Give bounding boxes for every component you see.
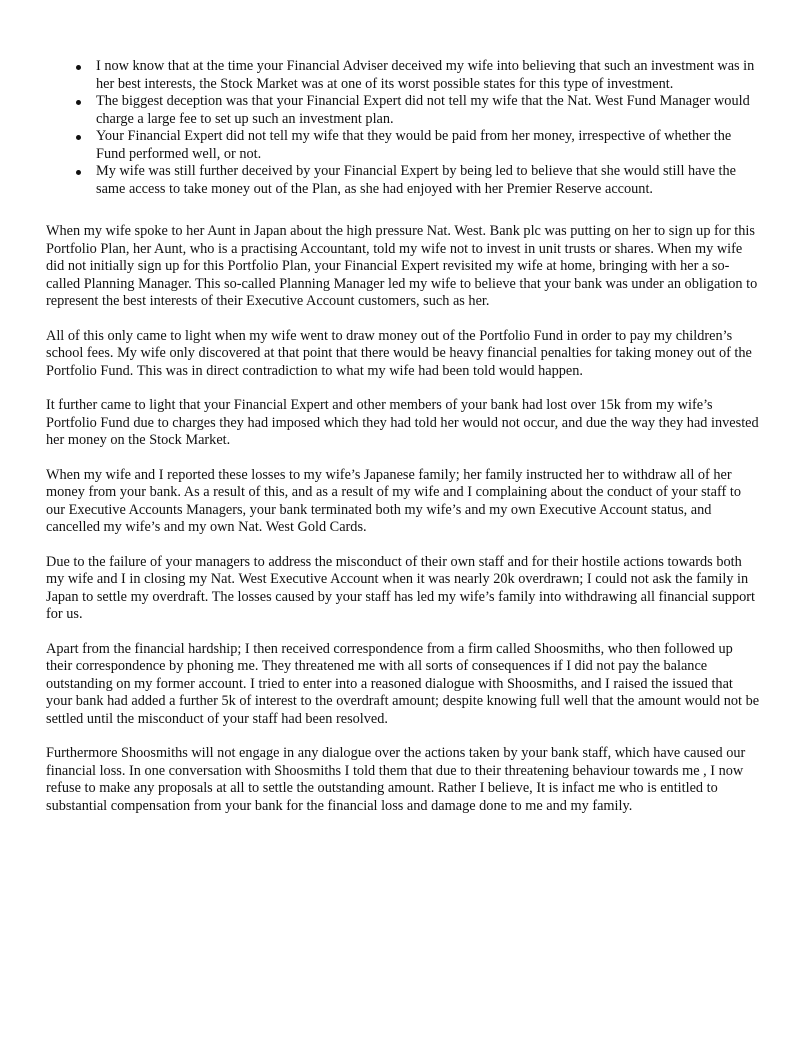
paragraph-account-termination: When my wife and I reported these losses to my wife’s Japanese family; her family instructed her to withdraw all of her money from your bank. As a result of this, and as a result of my wife and I complaining about the conduct of your staff to our Executive Accounts Managers, your bank terminated both my wife’s and my own Executive Account status, and cancelled my wife’s and my own Nat. West Gold Cards. xyxy=(46,466,741,535)
bullet-text: I now know that at the time your Financial Adviser deceived my wife into believing that such an investment was in her best interests, the Stock Market was at one of its worst possible states for this type of investment. xyxy=(96,58,755,92)
bullet-dot-icon xyxy=(76,135,81,140)
bullet-text: The biggest deception was that your Financial Expert did not tell my wife that the Nat. West Fund Manager would charge a large fee to set up such an investment plan. xyxy=(96,93,750,127)
bullet-dot-icon xyxy=(76,170,81,175)
paragraph-compensation-claim: Furthermore Shoosmiths will not engage in any dialogue over the actions taken by your bank staff, which have caused our financial loss. In one conversation with Shoosmiths I told them that due to their threatening behaviour towards me , I now refuse to make any proposals at all to settle the outstanding amount. Rather I believe, It is infact me who is entitled to substantial compensation from your bank for the financial loss and damage done to me and my family. xyxy=(46,745,746,814)
bullet-item xyxy=(46,128,760,163)
bullet-text: Your Financial Expert did not tell my wife that they would be paid from her money, irrespective of whether the Fund performed well, or not. xyxy=(96,128,732,162)
paragraph-aunt-advice: When my wife spoke to her Aunt in Japan about the high pressure Nat. West. Bank plc was putting on her to sign up for this Portfolio Plan, her Aunt, who is a practising Accountant, told my wife not to invest in unit trusts or shares. When my wife did not initially sign up for this Portfolio Plan, your Financial Expert revisited my wife at home, bringing with her a so-called Planning Manager. This so-called Planning Manager led my wife to believe that your bank was under an obligation to represent the best interests of their Executive Account customers, such as her. xyxy=(46,223,758,309)
paragraph-shoosmiths-correspondence: Apart from the financial hardship; I then received correspondence from a firm called Shoosmiths, who then followed up their correspondence by phoning me. They threatened me with all sorts of consequences if I did not pay the balance outstanding on my former account. I tried to enter into a reasoned dialogue with Shoosmiths, and I raised the issued that your bank had added a further 5k of interest to the overdraft amount; despite knowing full well that the amount would not be settled until the misconduct of your staff had been resolved. xyxy=(46,640,760,727)
bullet-dot-icon xyxy=(76,65,81,70)
bullet-list xyxy=(46,58,760,198)
paragraph-overdraft: Due to the failure of your managers to address the misconduct of their own staff and for their hostile actions towards both my wife and I in closing my Nat. West Executive Account when it was nearly 20k overdrawn; I could not ask the family in Japan to settle my overdraft. The losses caused by your staff has led my wife’s family into withdrawing all financial support for us. xyxy=(46,553,755,622)
bullet-item xyxy=(46,58,760,93)
paragraph-portfolio-penalties: All of this only came to light when my wife went to draw money out of the Portfolio Fund in order to pay my children’s school fees. My wife only discovered at that point that there would be heavy financial penalties for taking money out of the Portfolio Fund. This was in direct contradiction to what my wife had been told would happen. xyxy=(46,327,752,379)
paragraph-fund-losses: It further came to light that your Financial Expert and other members of your bank had lost over 15k from my wife’s Portfolio Fund due to charges they had imposed which they had told her would not occur, and due the way they had invested her money on the Stock Market. xyxy=(46,397,759,448)
bullet-dot-icon xyxy=(76,100,81,105)
bullet-text: My wife was still further deceived by your Financial Expert by being led to believe that she would still have the same access to take money out of the Plan, as she had enjoyed with her Premier Reserve account. xyxy=(96,163,737,197)
bullet-item xyxy=(46,93,760,128)
bullet-item xyxy=(46,163,760,198)
